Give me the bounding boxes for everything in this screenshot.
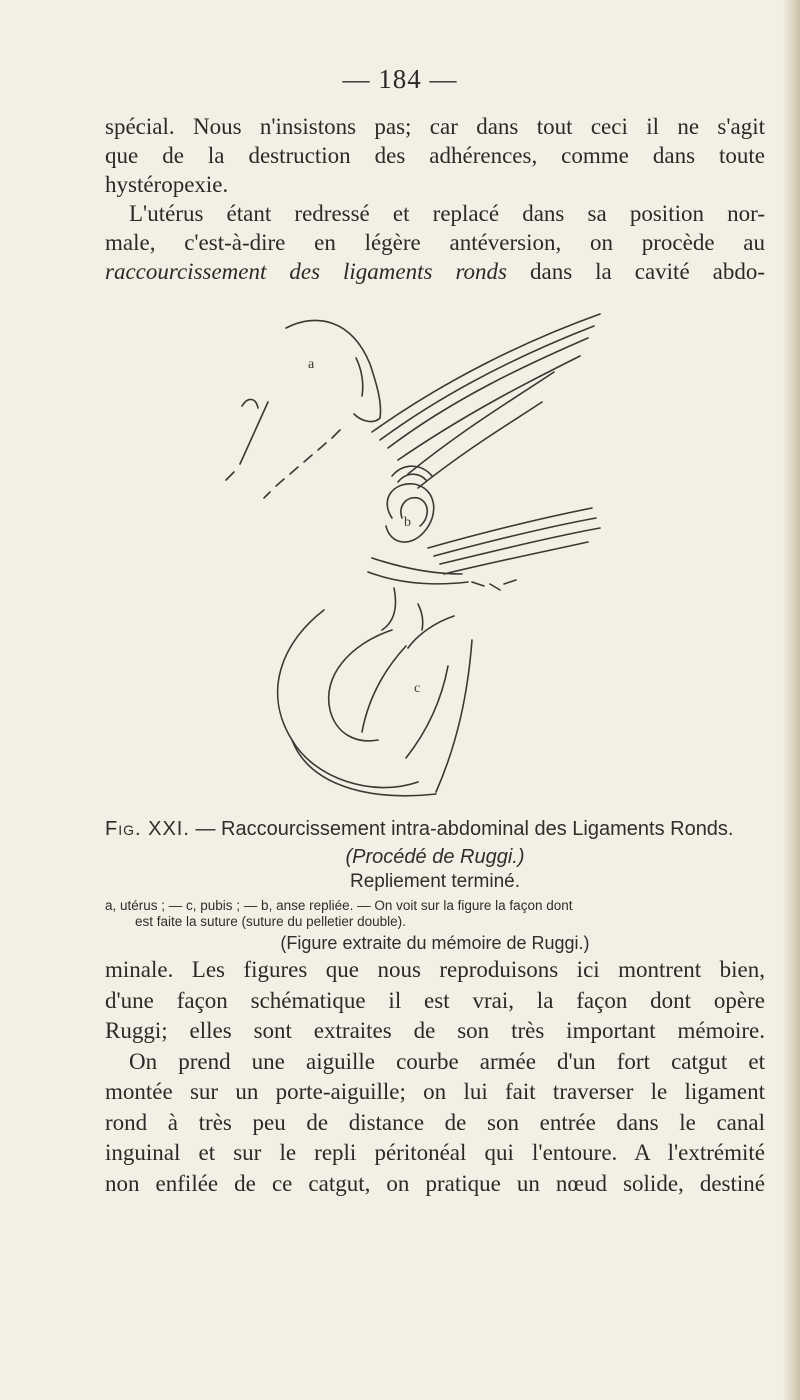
text-line: Ruggi; elles sont extraites de son très important mémoire. (105, 1018, 765, 1043)
text-line: que de la destruction des adhérences, comme dans toute (105, 143, 765, 168)
figure-label-b: b (404, 515, 411, 530)
paragraph-bottom (105, 955, 765, 1199)
page-number: — 184 — (342, 64, 458, 94)
ligament-fiber (372, 314, 600, 432)
left-fold-line (240, 402, 268, 464)
figure-caption-legend (105, 898, 765, 930)
pubis-inner (329, 630, 392, 741)
paragraph-top (105, 112, 765, 286)
text-line: On prend une aiguille courbe armée d'un fort catgut et (129, 1048, 765, 1074)
band-fiber (434, 518, 596, 556)
page-edge-shadow (782, 0, 800, 1400)
pubis-curve-top (408, 616, 454, 648)
caption-title-text: — Raccourcissement intra-abdominal des Ligaments Ronds. (189, 818, 734, 840)
text-line: rond à très peu de distance de son entrée dans le canal (105, 1109, 765, 1135)
ligament-fiber (408, 372, 554, 474)
ligament-fiber (398, 356, 580, 460)
pubis-base (292, 740, 436, 796)
text-line: minale. Les figures que nous reproduisons ici montrent bien, (105, 957, 765, 982)
figure-label-a: a (308, 357, 315, 372)
lower-stem (382, 588, 396, 630)
text-fragment: dans la cavité abdo- (507, 259, 766, 284)
suture-knot (398, 474, 426, 482)
anatomical-figure (222, 312, 632, 812)
pubis-diagonal (362, 646, 406, 732)
uterus-outline (286, 320, 381, 421)
figure-number: Fig. XXI. (105, 818, 190, 840)
band-fiber (428, 508, 592, 548)
text-line: hystéropexie. (105, 172, 229, 197)
uterus-dashed-wall (264, 430, 340, 498)
band-dashes (472, 580, 516, 590)
text-line-with-emphasis (105, 257, 765, 286)
figure-caption-source: (Figure extraite du mémoire de Ruggi.) (280, 933, 590, 953)
pubis-right-inner (406, 666, 448, 758)
pubis-outline (278, 610, 421, 788)
lower-stem-right (418, 604, 423, 630)
text-line: L'utérus étant redressé et replacé dans sa position nor- (129, 201, 765, 226)
text-line: non enfilée de ce catgut, on pratique un nœud solide, destiné (105, 1170, 765, 1196)
legend-line: est faite la suture (suture du pelletier double). (135, 914, 406, 929)
ligament-fiber (388, 338, 588, 448)
band-fiber (372, 558, 462, 574)
figure-caption-state: Repliement terminé. (349, 871, 521, 892)
left-fold-tip (242, 399, 258, 408)
text-line: spécial. Nous n'insistons pas; car dans tout ceci il ne s'agit (105, 114, 765, 139)
text-line: montée sur un porte-aiguille; on lui fait traverser le ligament (105, 1079, 765, 1104)
legend-line: a, utérus ; — c, pubis ; — b, anse repliée. — On voit sur la figure la façon dont (105, 898, 573, 913)
figure-caption-title (105, 818, 765, 841)
figure-caption-method: (Procédé de Ruggi.) (345, 846, 525, 868)
text-line: inguinal et sur le repli péritonéal qui l'entoure. A l'extrémité (105, 1140, 765, 1165)
text-line: male, c'est-à-dire en légère antéversion, on procède au (105, 230, 765, 255)
text-line: d'une façon schématique il est vrai, la façon dont opère (105, 987, 765, 1013)
figure-label-c: c (414, 681, 421, 696)
left-dash (226, 472, 234, 480)
ligament-fiber (380, 326, 594, 440)
uterus-inner-line (356, 358, 363, 396)
emphasis-ligaments-ronds: raccourcissement des ligaments ronds (105, 259, 508, 284)
pubis-right-outer (436, 640, 472, 792)
